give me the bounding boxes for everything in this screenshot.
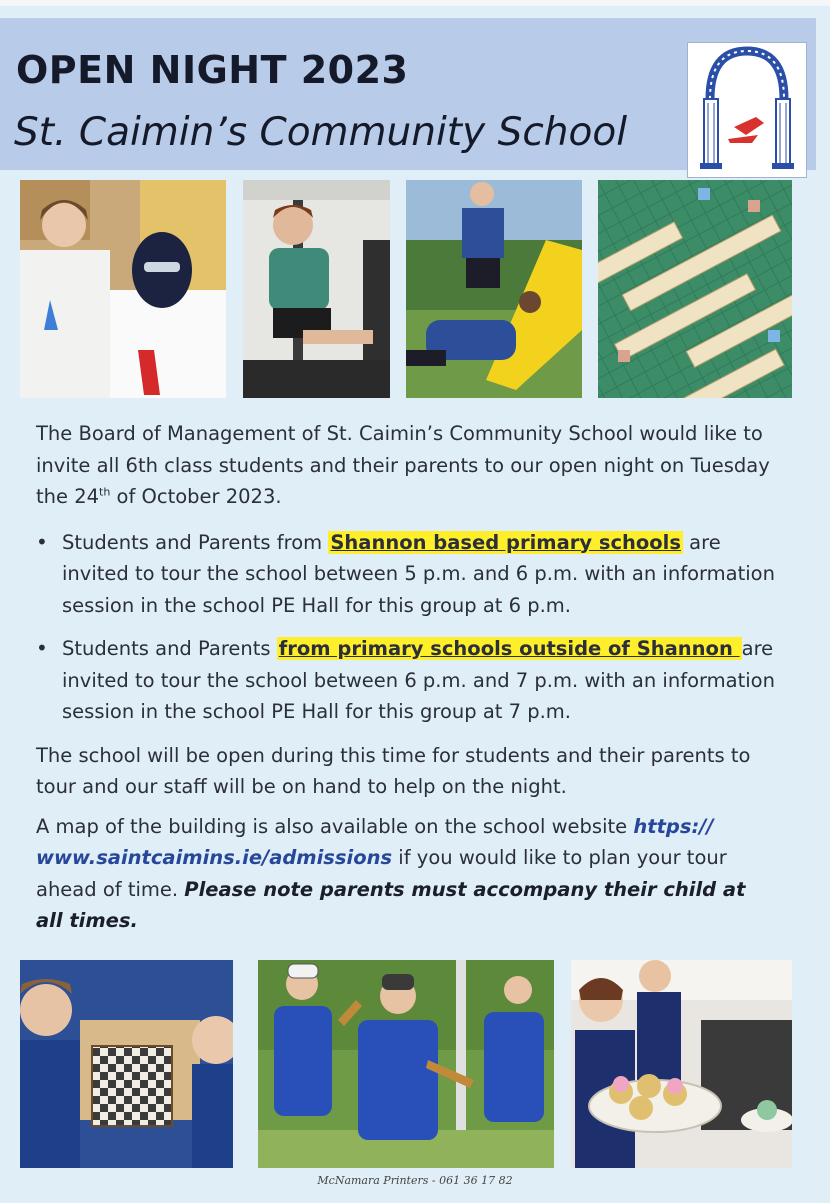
list-item — [36, 633, 776, 728]
map-text-end: if you would like to plan your tour ahead of time. — [36, 846, 727, 901]
map-text: A map of the building is also available on the school website — [36, 814, 634, 838]
invitation-body — [36, 418, 776, 937]
highlighted-group: from primary schools outside of Shannon — [278, 637, 740, 660]
intro-text: The Board of Management of St. Caimin’s Community School would like to invite all 6th class students and their parents to our open night on Tuesday the 24 — [36, 422, 770, 508]
school-arch-crest-icon — [688, 43, 806, 177]
page-top-edge — [0, 0, 830, 6]
intro-paragraph — [36, 418, 776, 513]
cupcakes-baking-photo — [571, 960, 792, 1168]
bullet-text-end: are invited to tour the school between 5 p.m. and 6 p.m. with an information session in the school PE Hall for this group at 6 p.m. — [62, 530, 775, 617]
gym-rowing-photo — [243, 180, 390, 398]
scrabble-board-photo — [598, 180, 792, 398]
parents-note: Please note parents must accompany their child at all times. — [36, 877, 746, 932]
bullet-dot-icon: • — [36, 529, 48, 554]
camogie-players-photo — [258, 960, 554, 1168]
chess-students-photo — [20, 960, 233, 1168]
intro-text-end: of October 2023. — [110, 485, 282, 508]
highlighted-group: Shannon based primary schools — [330, 530, 681, 554]
science-lab-photo — [20, 180, 226, 398]
map-paragraph — [36, 811, 776, 937]
bullet-text: Students and Parents — [62, 637, 277, 660]
open-paragraph: The school will be open during this time for students and their parents to tour and our staff will be on hand to help on the night. — [36, 743, 751, 798]
bullet-dot-icon: • — [36, 636, 48, 660]
list-item — [36, 527, 776, 622]
school-crest-logo — [687, 42, 807, 178]
header-band — [0, 18, 816, 170]
school-name: St. Caimin’s Community School — [14, 110, 628, 155]
rugby-tackle-photo — [406, 180, 582, 398]
date-ordinal-suffix: th — [99, 485, 111, 499]
bullet-list — [36, 527, 776, 728]
admissions-link[interactable]: https:// www.saintcaimins.ie/admissions — [36, 814, 714, 869]
bullet-text: Students and Parents from — [62, 530, 329, 554]
page-title: OPEN NIGHT 2023 — [16, 48, 409, 92]
bullet-text-end: are invited to tour the school between 6 p.m. and 7 p.m. with an information session in the school PE Hall for this group at 7 p.m. — [62, 637, 775, 723]
printer-credit: McNamara Printers - 061 36 17 82 — [317, 1174, 513, 1187]
